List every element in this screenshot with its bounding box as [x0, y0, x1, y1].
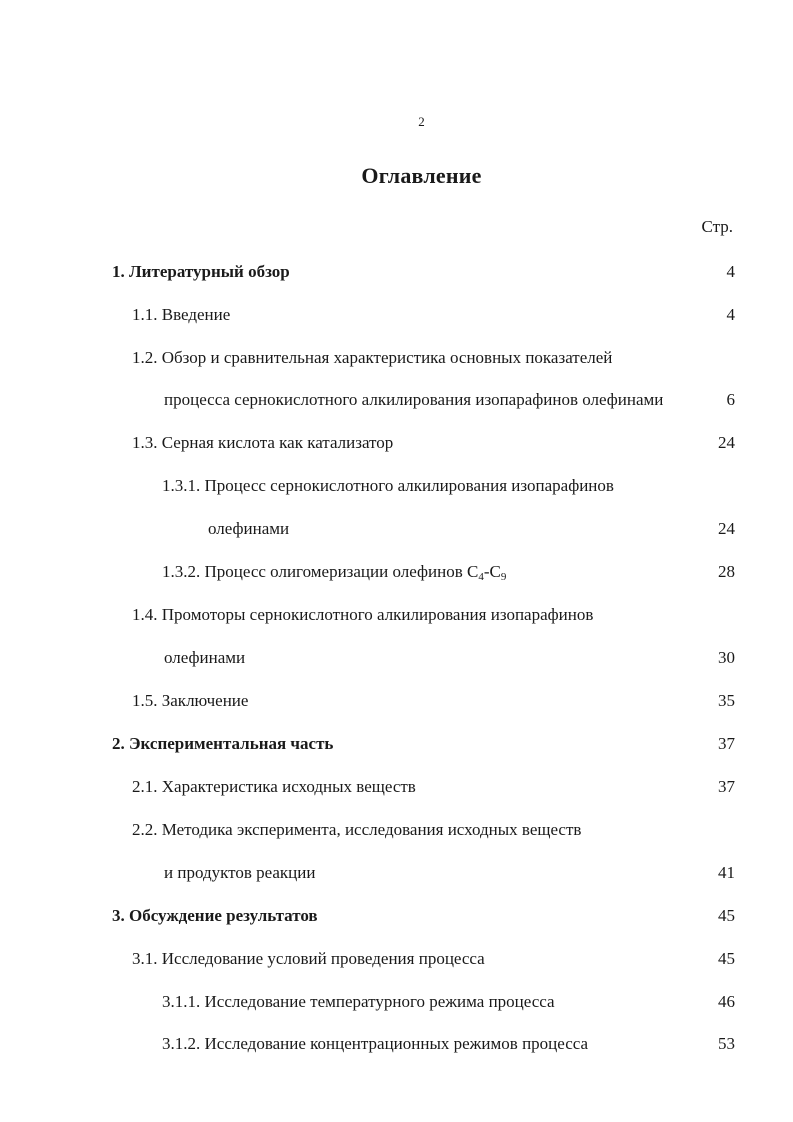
toc-entry-page: 37 [718, 734, 735, 753]
toc-entry-page: 4 [726, 262, 735, 281]
toc-entry-page: 41 [718, 863, 735, 882]
subscript-4: 4 [478, 571, 484, 583]
toc-entry-title: 1.2. Обзор и сравнительная характеристика основных показателей [132, 348, 613, 367]
toc-entry-page: 24 [718, 519, 735, 538]
toc-entry-title: процесса сернокислотного алкилирования изопарафинов олефинами [164, 390, 664, 409]
page-column-label: Стр. [701, 217, 733, 236]
toc-entry-page: 45 [718, 906, 735, 925]
toc-entry-title-prefix: 1.3.2. Процесс олигомеризации олефинов С [162, 562, 479, 581]
toc-entry-title: 1. Литературный обзор [112, 262, 290, 281]
toc-entry-title: 3.1.1. Исследование температурного режима процесса [162, 992, 555, 1011]
toc-entry [0, 602, 793, 628]
toc-entry [0, 473, 793, 499]
toc-entry [0, 645, 793, 671]
toc-entry [0, 430, 793, 456]
toc-entry-page: 28 [718, 562, 735, 581]
toc-entry-title: 3.1.2. Исследование концентрационных режимов процесса [162, 1034, 589, 1053]
toc-entry-title: 1.3. Серная кислота как катализатор [132, 433, 394, 452]
subscript-9: 9 [500, 571, 507, 583]
page-title: Оглавление [361, 163, 482, 188]
toc-entry-title [162, 559, 506, 590]
toc-entry-title: 1.4. Промоторы сернокислотного алкилирования изопарафинов [132, 605, 594, 624]
toc-entry [0, 688, 793, 714]
toc-entry-page: 35 [718, 691, 735, 710]
toc-entry [0, 731, 793, 757]
toc-entry-title: 1.5. Заключение [132, 691, 249, 710]
toc-entry [0, 774, 793, 800]
toc-entry [0, 387, 793, 413]
toc-entry-title-dash: -С [483, 562, 501, 581]
toc-entry [0, 302, 793, 328]
toc-entry-page: 53 [718, 1034, 735, 1053]
toc-entry-title: 2.1. Характеристика исходных веществ [132, 777, 416, 796]
page-number: 2 [418, 114, 425, 129]
toc-entry-page: 24 [718, 433, 735, 452]
toc-entry [0, 345, 793, 371]
toc-entry [0, 860, 793, 886]
toc-entry [0, 1031, 793, 1057]
toc-entry [0, 817, 793, 843]
toc-entry [0, 259, 793, 285]
toc-entry-page: 46 [718, 992, 735, 1011]
toc-entry-page: 45 [718, 949, 735, 968]
toc-entry [0, 989, 793, 1015]
toc-entry-title: и продуктов реакции [164, 863, 316, 882]
toc-entry-page: 6 [726, 390, 735, 409]
toc-entry [0, 559, 793, 585]
toc-entry-title: олефинами [208, 519, 290, 538]
toc-entry-page: 30 [718, 648, 735, 667]
toc-entry-title: олефинами [164, 648, 246, 667]
toc-entry [0, 946, 793, 972]
toc-entry-title: 1.1. Введение [132, 305, 231, 324]
toc-entry-page: 37 [718, 777, 735, 796]
toc-entry-title: 3.1. Исследование условий проведения процесса [132, 949, 485, 968]
toc-entry-page: 4 [726, 305, 735, 324]
toc-entry [0, 903, 793, 929]
toc-entry-title: 2.2. Методика эксперимента, исследования исходных веществ [132, 820, 582, 839]
toc-entry-title: 1.3.1. Процесс сернокислотного алкилирования изопарафинов [162, 476, 614, 495]
toc-entry [0, 516, 793, 542]
toc-entry-title: 2. Экспериментальная часть [112, 734, 334, 753]
toc-entry-title: 3. Обсуждение результатов [112, 906, 318, 925]
